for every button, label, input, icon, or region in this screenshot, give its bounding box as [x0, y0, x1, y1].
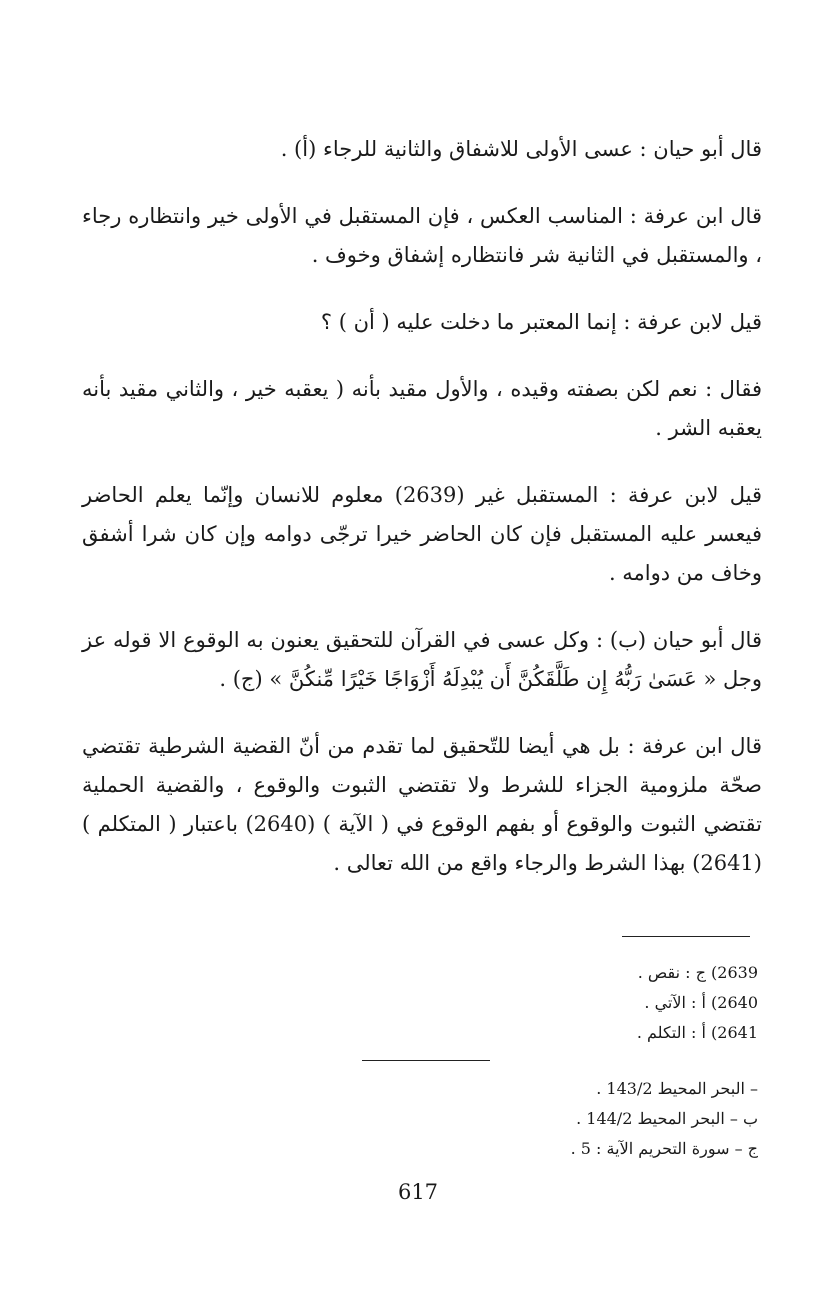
- paragraph-text: قال ابن عرفة : المناسب العكس ، فإن المستقبل في الأولى خير وانتظاره رجاء ، والمستقبل في الثانية شر فانتظاره إشفاق وخوف .: [82, 204, 762, 267]
- numbered-footnotes: [258, 958, 758, 1048]
- paragraph: [82, 370, 762, 448]
- footnote-separator: [362, 1060, 490, 1061]
- paragraph-text: قيل لابن عرفة : المستقبل غير (2639) معلوم للانسان وإنّما يعلم الحاضر فيعسر عليه المستقبل فإن كان الحاضر خيرا ترجّى دوامه وإن كان شرا أشفق وخاف من دوامه .: [82, 483, 762, 585]
- footnote-separator: [622, 936, 750, 937]
- main-text-body: [82, 130, 762, 911]
- paragraph: [82, 303, 762, 342]
- footnote-item: 2640) أ : الآتي .: [644, 993, 758, 1012]
- footnote-item: 2641) أ : التكلم .: [636, 1023, 758, 1042]
- footnote-item: – البحر المحيط 143/2 .: [596, 1079, 758, 1098]
- paragraph-text: قال أبو حيان (ب) : وكل عسى في القرآن للتحقيق يعنون به الوقوع الا قوله عز وجل « عَسَىٰ رَبُّهُ إِن طَلَّقَكُنَّ أَن يُبْدِلَهُ أَزْوَاجًا خَيْرًا مِّنكُنَّ » (ج) .: [82, 628, 762, 691]
- lettered-footnotes: [258, 1074, 758, 1164]
- paragraph: [82, 727, 762, 883]
- page-number: 617: [397, 1180, 439, 1204]
- paragraph-text: قيل لابن عرفة : إنما المعتبر ما دخلت عليه ( أن ) ؟: [320, 310, 762, 334]
- paragraph: [82, 130, 762, 169]
- paragraph-text: قال أبو حيان : عسى الأولى للاشفاق والثانية للرجاء (أ) .: [280, 137, 762, 161]
- footnote-item: ب – البحر المحيط 144/2 .: [576, 1109, 758, 1128]
- paragraph: [82, 621, 762, 699]
- footnote-item: 2639) ج : نقص .: [637, 963, 758, 982]
- paragraph: [82, 476, 762, 593]
- paragraph: [82, 197, 762, 275]
- paragraph-text: فقال : نعم لكن بصفته وقيده ، والأول مقيد بأنه ( يعقبه خير ، والثاني مقيد بأنه يعقبه الشر .: [82, 377, 762, 440]
- paragraph-text: قال ابن عرفة : بل هي أيضا للتّحقيق لما تقدم من أنّ القضية الشرطية تقتضي صحّة ملزومية الجزاء للشرط ولا تقتضي الثبوت والوقوع ، والقضية الحملية تقتضي الثبوت والوقوع أو بفهم الوقوع في ( الآية ) (2640) باعتبار ( المتكلم ) (2641) بهذا الشرط والرجاء واقع من الله تعالى .: [82, 734, 762, 875]
- footnote-item: ج – سورة التحريم الآية : 5 .: [570, 1139, 758, 1158]
